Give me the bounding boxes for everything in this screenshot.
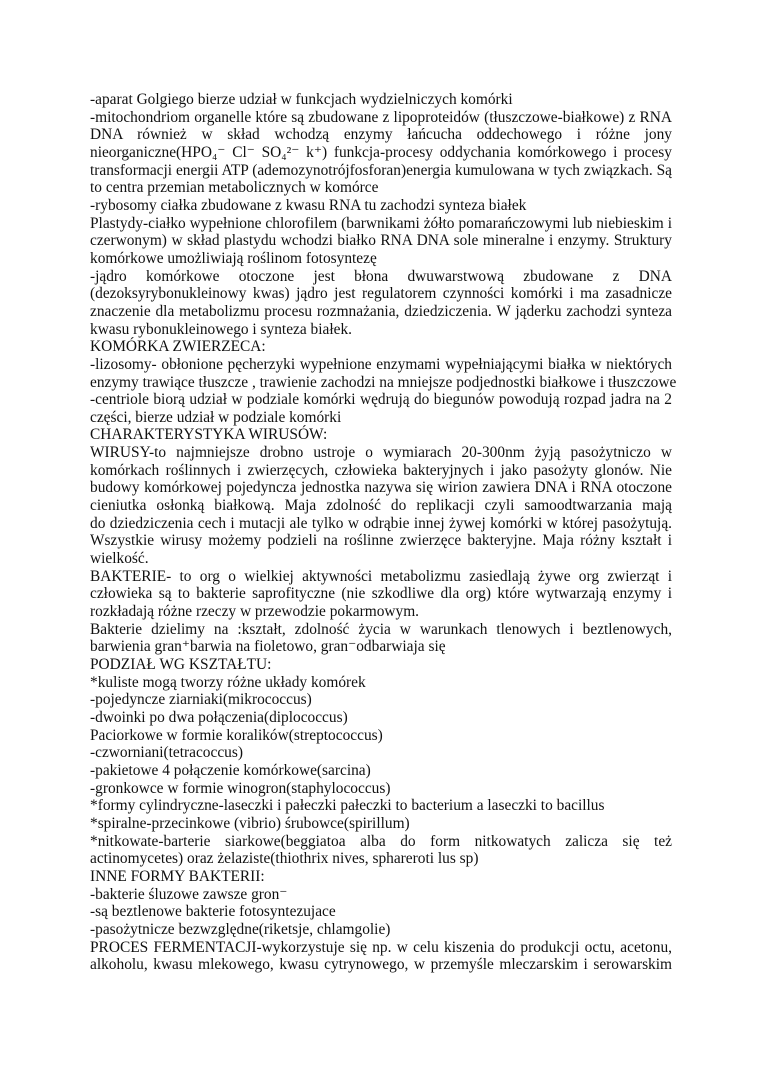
text-line: komórkach roślinnych i zwierzęcych, człowieka bakteryjnych i jako pasożyty glonów. Nie: [90, 461, 672, 479]
text-line: enzymy trawiące tłuszcze , trawienie zachodzi na mniejsze podjednostki białkowe i tłuszczowe: [90, 373, 677, 391]
text-line: Bakterie dzielimy na :kształt, zdolność życia w warunkach tlenowych i beztlenowych,: [90, 620, 672, 638]
text-line: *formy cylindryczne-laseczki i pałeczki pałeczki to bacterium a laseczki to bacillus: [90, 797, 605, 815]
text-line: -pakietowe 4 połączenie komórkowe(sarcina): [90, 761, 371, 779]
text-line: do dziedziczenia cech i mutacji ale tylko w odrąbie innej żywej komórki w której pasożytują.: [90, 514, 672, 532]
text-line: czerwonym) w skład plastydu wchodzi białko RNA DNA sole mineralne i enzymy. Struktury: [90, 232, 672, 250]
text-line: -czworniani(tetracoccus): [90, 744, 243, 762]
text-line: *nitkowate-barterie siarkowe(beggiatoa alba do form nitkowatych zalicza się też: [90, 832, 672, 850]
text-line: DNA również w skład wchodzą enzymy łańcucha oddechowego i różne jony: [90, 126, 672, 144]
text-line: -są beztlenowe bakterie fotosyntezujace: [90, 903, 336, 921]
text-line: człowieka są to bakterie saprofityczne (nie szkodliwe dla org) które wytwarzają enzymy i: [90, 585, 672, 603]
text-line: Paciorkowe w formie koralików(streptococcus): [90, 726, 383, 744]
text-line: Plastydy-ciałko wypełnione chlorofilem (barwnikami żółto pomarańczowymi lub niebieskim i: [90, 214, 672, 232]
text-line: -mitochondriom organelle które są zbudowane z lipoproteidów (tłuszczowe-białkowe) z RNA: [90, 108, 672, 126]
text-line: (dezoksyrybonukleinowy kwas) jądro jest regulatorem czynności komórki i ma zasadnicze: [90, 285, 672, 303]
text-line: INNE FORMY BAKTERII:: [90, 867, 265, 885]
text-line: -lizosomy- obłonione pęcherzyki wypełnione enzymami wypełniającymi białka w niektórych: [90, 355, 672, 373]
text-line: części, bierze udział w podziale komórki: [90, 408, 342, 426]
text-line: cieniutka osłonką białkową. Maja zdolność do replikacji czyli samoodtwarzania mają: [90, 497, 672, 515]
text-line: znaczenie dla metabolizmu procesu rozmnażania, dziedziczenia. W jąderku zachodzi synteza: [90, 302, 672, 320]
text-line: -aparat Golgiego bierze udział w funkcjach wydzielniczych komórki: [90, 91, 513, 108]
text-line: actinomycetes) oraz żelaziste(thiothrix nives, sphareroti lus sp): [90, 850, 479, 868]
text-line: Wszystkie wirusy możemy podzieli na roślinne zwierzęce bakteryjne. Maja różny kształt i: [90, 532, 672, 550]
text-line: to centra przemian metabolicznych w komórce: [90, 179, 379, 197]
text-line: kwasu rybonukleinowego i synteza białek.: [90, 320, 353, 338]
text-line: -rybosomy ciałka zbudowane z kwasu RNA tu zachodzi synteza białek: [90, 196, 527, 214]
text-line: BAKTERIE- to org o wielkiej aktywności metabolizmu zasiedlają żywe org zwierząt i: [90, 567, 672, 585]
text-line: barwienia gran⁺barwia na fioletowo, gran⁻odbarwiaja się: [90, 638, 446, 656]
text-line: nieorganiczne(HPO₄⁻ Cl⁻ SO₄²⁻ k⁺) funkcja-procesy oddychania komórkowego i procesy: [90, 143, 672, 161]
text-line: rozkładają różne rzeczy w przewodzie pokarmowym.: [90, 603, 420, 621]
text-line: -gronkowce w formie winogron(staphylococcus): [90, 779, 391, 797]
text-line: -pojedyncze ziarniaki(mikrococcus): [90, 691, 312, 709]
document-page: [90, 91, 677, 974]
text-line: PODZIAŁ WG KSZTAŁTU:: [90, 656, 272, 673]
text-line: *kuliste mogą tworzy różne układy komórek: [90, 673, 366, 691]
text-line: CHARAKTERYSTYKA WIRUSÓW:: [90, 426, 328, 444]
text-line: -bakterie śluzowe zawsze gron⁻: [90, 885, 288, 903]
text-line: transformacji energii ATP (ademozynotrójfosforan)energia kumulowana w tych związkach. Są: [90, 161, 672, 179]
text-line: budowy komórkowej pojedyncza jednostka nazywa się wirion zawiera DNA i RNA otoczone: [90, 479, 672, 497]
text-line: PROCES FERMENTACJI-wykorzystuje się np. w celu kiszenia do produkcji octu, acetonu,: [90, 938, 672, 956]
text-line: KOMÓRKA ZWIERZECA:: [90, 338, 266, 356]
text-line: wielkość.: [90, 550, 149, 568]
text-line: alkoholu, kwasu mlekowego, kwasu cytrynowego, w przemyśle mleczarskim i serowarskim: [90, 956, 672, 974]
text-line: *spiralne-przecinkowe (vibrio) śrubowce(spirillum): [90, 814, 410, 832]
text-line: komórkowe umożliwiają roślinom fotosyntezę: [90, 249, 377, 267]
text-line: -centriole biorą udział w podziale komórki wędrują do biegunów powodują rozpad jadra na 2: [90, 391, 672, 409]
text-line: WIRUSY-to najmniejsze drobno ustroje o wymiarach 20-300nm żyją pasożytniczo w: [90, 444, 672, 462]
text-line: -jądro komórkowe otoczone jest błona dwuwarstwową zbudowane z DNA: [90, 267, 672, 285]
text-line: -dwoinki po dwa połączenia(diplococcus): [90, 708, 348, 726]
text-line: -pasożytnicze bezwzględne(riketsje, chlamgolie): [90, 920, 391, 938]
